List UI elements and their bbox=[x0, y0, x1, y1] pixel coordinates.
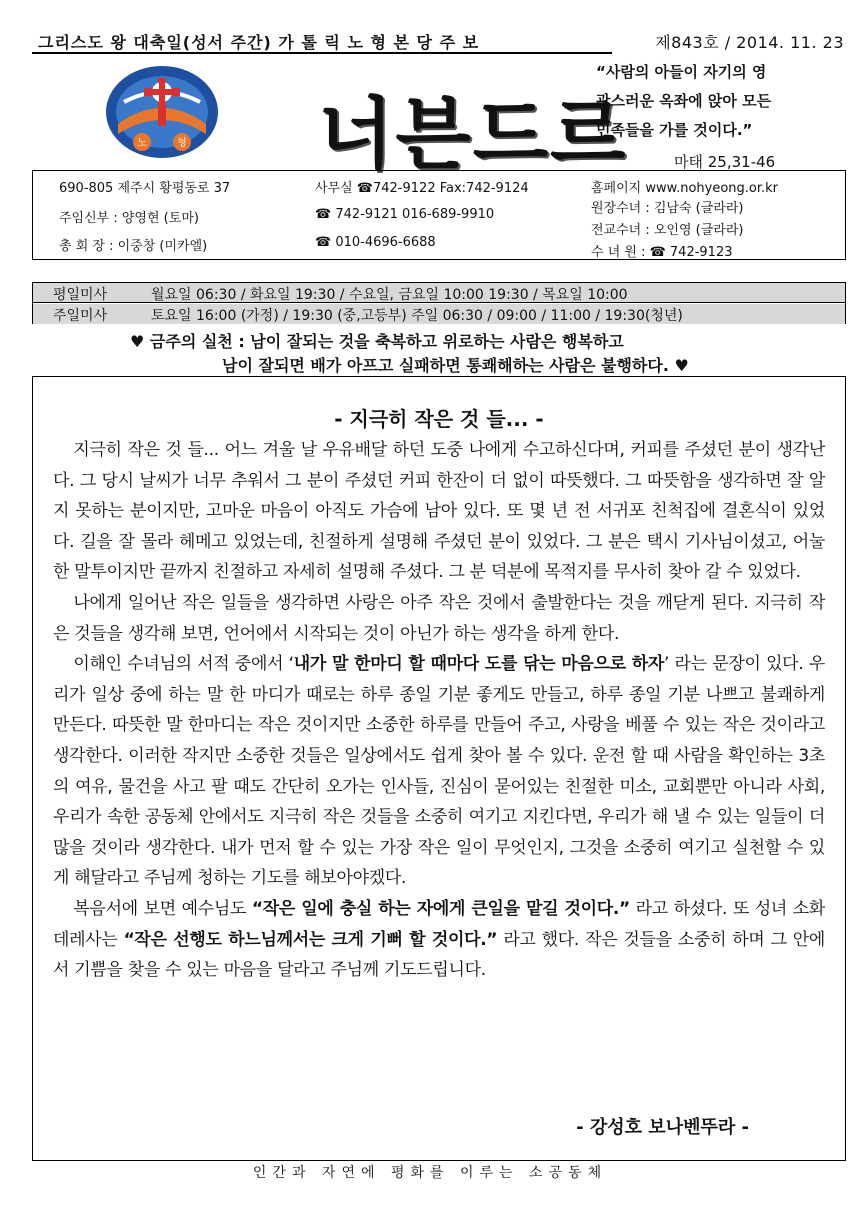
bulletin-title: 너븐드르 bbox=[318, 90, 628, 180]
mission-sister: 전교수녀 : 오인영 (글라라) bbox=[591, 223, 744, 238]
weekday-mass-row bbox=[33, 283, 845, 303]
article-paragraph: 나에게 일어난 작은 일들을 생각하면 사랑은 아주 작은 것에서 출발한다는 것을 깨닫게 된다. 지극히 작은 것들을 생각해 보면, 언어에서 시작되는 것이 아닌가 하는 생각을 하게 한다. bbox=[53, 592, 825, 644]
issue-number-date: 제843호 / 2014. 11. 23 bbox=[655, 33, 844, 52]
quoted-phrase: “작은 일에 충실 하는 자에게 큰일을 맡길 것이다.” bbox=[251, 898, 630, 919]
quoted-phrase: “작은 선행도 하느님께서는 크게 기뻐 할 것이다.” bbox=[123, 929, 498, 950]
convent-phone: 수 녀 원 : ☎ 742-9123 bbox=[591, 245, 733, 260]
quote-line-3: 민족들을 가를 것이다.” bbox=[596, 121, 753, 139]
sunday-mass-label: 주일미사 bbox=[53, 308, 108, 324]
weekday-mass-times: 월요일 06:30 / 화요일 19:30 / 수요일, 금요일 10:00 19:30 / 목요일 10:00 bbox=[151, 287, 628, 303]
sunday-mass-row bbox=[33, 304, 845, 324]
footer-motto: 인간과 자연에 평화를 이루는 소공동체 bbox=[252, 1165, 608, 1181]
header-feast-and-parish: 그리스도 왕 대축일(성서 주간) 가 톨 릭 노 형 본 당 주 보 bbox=[38, 33, 480, 52]
svg-text:형: 형 bbox=[177, 138, 187, 149]
mass-schedule bbox=[32, 282, 846, 324]
council-president: 총 회 장 : 이중창 (미카엘) bbox=[59, 239, 208, 254]
logo-emblem-icon bbox=[104, 62, 220, 162]
parish-address: 690-805 제주시 황평동로 37 bbox=[59, 181, 231, 196]
weekly-practice-line-1: ♥ 금주의 실천 : 남이 잘되는 것을 축복하고 위로하는 사람은 행복하고 bbox=[130, 332, 624, 351]
quoted-phrase: 내가 말 한마디 할 때마다 도를 닦는 마음으로 하자 bbox=[293, 654, 664, 675]
office-phone-fax: 사무실 ☎742-9122 Fax:742-9124 bbox=[315, 181, 529, 196]
homepage: 홈페이지 www.nohyeong.or.kr bbox=[591, 181, 779, 196]
article-box bbox=[32, 376, 846, 1161]
header-bar bbox=[32, 28, 846, 54]
article-paragraph: 지극히 작은 것 들... 어느 겨울 날 우유배달 하던 도중 나에게 수고하신다며, 커피를 주셨던 분이 생각난다. 그 당시 날씨가 너무 추워서 그 분이 주셨던 커피 한잔이 더 없이 따뜻했다. 그 따뜻함을 생각하면 잘 알지 못하는 분이지만, 고마운 마음이 아직도 가슴에 남아 있다. 또 몇 년 전 서귀포 친척집에 결혼식이 있었다. 길을 잘 몰라 헤메고 있었는데, 친절하게 설명해 주셨던 분이 있었다. 그 분은 택시 기사님이셨고, 어눌한 말투이지만 끝까지 친절하고 자세히 설명해 주셨다. 그 분 덕분에 목적지를 무사히 찾아 갈 수 있었다. bbox=[53, 440, 825, 583]
svg-text:노: 노 bbox=[137, 138, 147, 149]
quote-line-1: “사람의 아들이 자기의 영 bbox=[596, 63, 767, 81]
article-author: - 강성호 보나벤뚜라 - bbox=[576, 1117, 749, 1138]
parish-info-box bbox=[32, 170, 846, 260]
pastor-phone: ☎ 742-9121 016-689-9910 bbox=[315, 207, 495, 222]
president-phone: ☎ 010-4696-6688 bbox=[315, 235, 436, 250]
scripture-quote bbox=[596, 58, 846, 171]
article-paragraph: 복음서에 보면 예수님도 “작은 일에 충실 하는 자에게 큰일을 맡길 것이다.” 라고 하셨다. 또 성녀 소화 데레사는 “작은 선행도 하느님께서는 크게 기뻐 할 것이다.” 라고 했다. 작은 것들을 소중히 하며 그 안에서 기쁨을 찾을 수 있는 마음을 달라고 주님께 기도드립니다. bbox=[53, 898, 826, 981]
header-rule bbox=[32, 52, 612, 54]
weekly-practice-line-2: 남이 잘되면 배가 아프고 실패하면 통쾌해하는 사람은 불행하다. ♥ bbox=[222, 356, 689, 375]
pastor-name: 주임신부 : 양영현 (토마) bbox=[59, 211, 199, 226]
article-body bbox=[53, 435, 825, 986]
article-title: - 지극히 작은 것 들... - bbox=[334, 407, 544, 431]
quote-line-2: 광스러운 옥좌에 앉아 모든 bbox=[596, 92, 772, 110]
article-paragraph: 이해인 수녀님의 서적 중에서 ‘내가 말 한마디 할 때마다 도를 닦는 마음으로 하자’ 라는 문장이 있다. 우리가 일상 중에 하는 말 한 마디가 때로는 하루 종일 기분 좋게도 만들고, 하루 종일 기분 나쁘고 불쾌하게 만든다. 따뜻한 말 한마디는 작은 것이지만 소중한 하루를 만들어 주고, 사랑을 베풀 수 있는 작은 것이라고 생각한다. 이러한 작지만 소중한 것들은 일상에서도 쉽게 찾아 볼 수 있다. 운전 할 때 사람을 확인하는 3초의 여유, 물건을 사고 팔 때도 간단히 오가는 인사들, 진심이 묻어있는 친절한 미소, 교회뿐만 아니라 사회, 우리가 속한 공동체 안에서도 지극히 작은 것들을 소중히 여기고 지킨다면, 우리가 해 낼 수 있는 일들이 더 많을 것이라 생각한다. 내가 먼저 할 수 있는 가장 작은 일이 무엇인지, 그것을 소중히 여기고 실천할 수 있게 해달라고 주님께 청하는 기도를 해보아야겠다. bbox=[53, 654, 825, 889]
quote-source: 마태 25,31-46 bbox=[674, 153, 776, 171]
weekday-mass-label: 평일미사 bbox=[53, 287, 108, 303]
parish-logo bbox=[104, 62, 220, 162]
sunday-mass-times: 토요일 16:00 (가정) / 19:30 (중,고등부) 주일 06:30 / 09:00 / 11:00 / 19:30(청년) bbox=[151, 308, 683, 324]
superior-sister: 원장수녀 : 김남숙 (글라라) bbox=[591, 201, 744, 216]
